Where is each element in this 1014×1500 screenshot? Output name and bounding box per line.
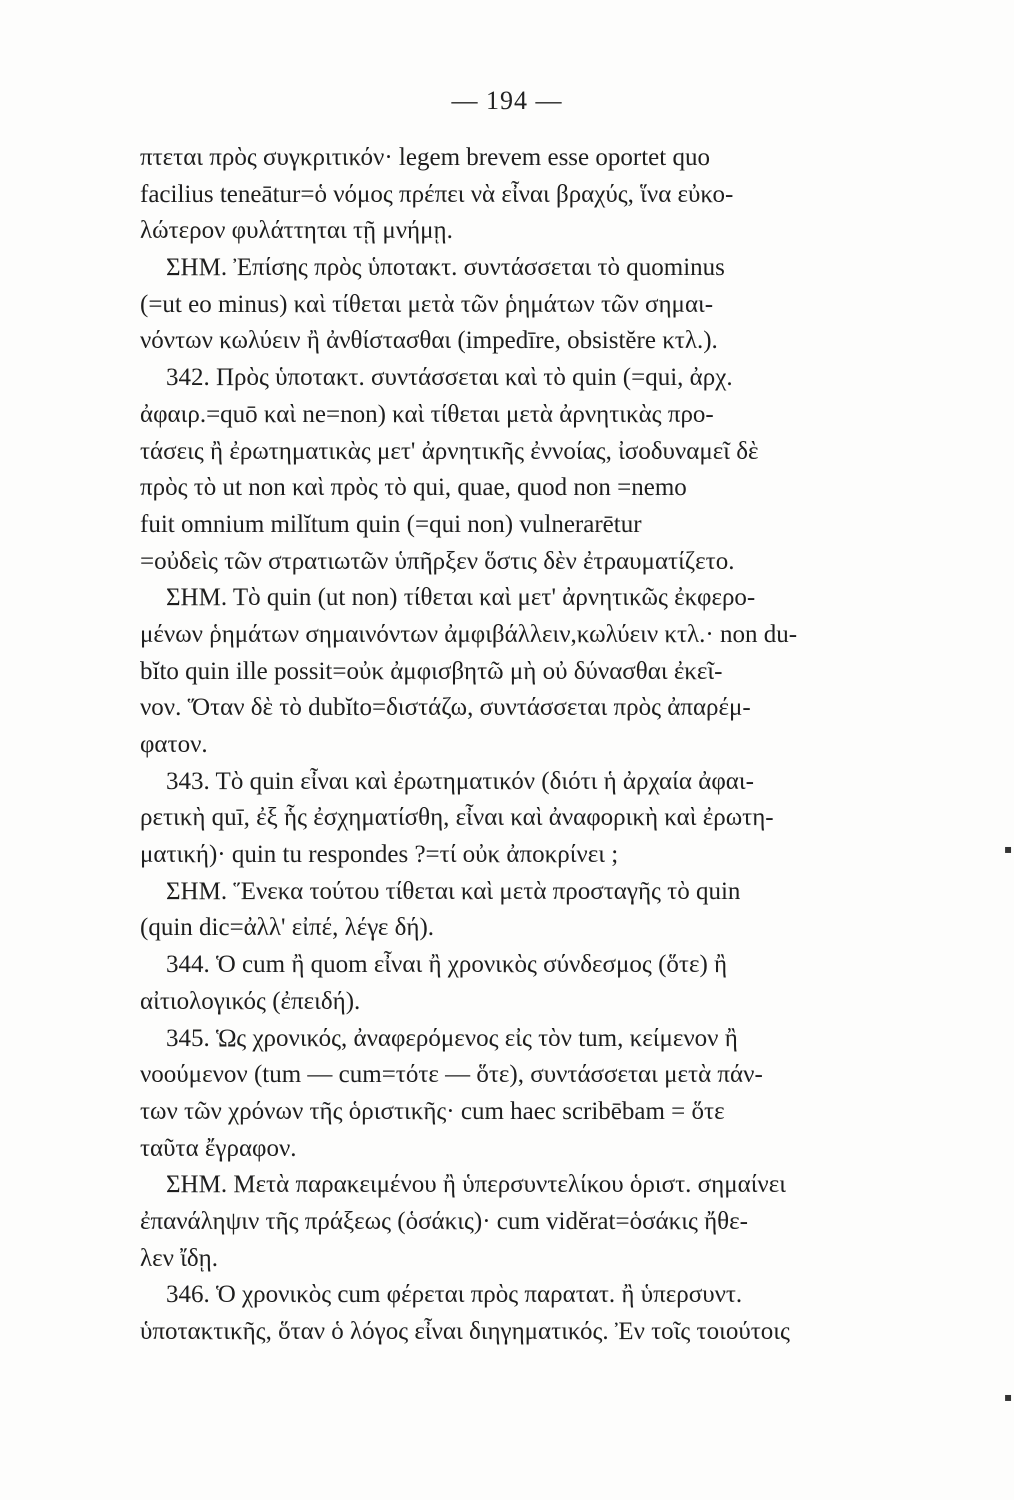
text-line: ὑποτακτικῆς, ὅταν ὁ λόγος εἶναι διηγηματικός. Ἐν τοῖς τοιούτοις — [140, 1318, 790, 1345]
text-line: μένων ῥημάτων σημαινόντων ἀμφιβάλλειν,κωλύειν κτλ.· non du- — [140, 620, 798, 648]
page-number: — 194 — — [451, 86, 563, 115]
text-line: ΣΗΜ. Μετὰ παρακειμένου ἢ ὑπερσυντελίκου ὁριστ. σημαίνει — [166, 1171, 786, 1199]
text-line: 343. Τὸ quin εἶναι καὶ ἐρωτηματικόν (διότι ἡ ἀρχαία ἀφαι- — [166, 767, 754, 795]
text-line: λεν ἴδῃ. — [140, 1244, 219, 1272]
text-line: (=ut eo minus) καὶ τίθεται μετὰ τῶν ῥημάτων τῶν σημαι- — [140, 290, 714, 318]
text-line: νόντων κωλύειν ἢ ἀνθίστασθαι (impedīre, obsistĕre κτλ.). — [140, 327, 718, 355]
text-line: ματική)· quin tu respondes ?=τί οὐκ ἀποκρίνει ; — [140, 841, 619, 869]
text-line: ἐπανάληψιν τῆς πράξεως (ὁσάκις)· cum vidĕrat=ὁσάκις ἤθε- — [140, 1207, 748, 1235]
text-line: =οὐδεὶς τῶν στρατιωτῶν ὑπῆρξεν ὅστις δὲν ἐτραυματίζετο. — [140, 547, 735, 575]
text-line: fuit omnium milĭtum quin (=qui non) vulnerarētur — [140, 510, 642, 538]
margin-mark: ▪ — [1004, 1390, 1013, 1404]
text-line: 342. Πρὸς ὑποτακτ. συντάσσεται καὶ τὸ quin (=qui, ἀρχ. — [166, 364, 733, 392]
text-line: ΣΗΜ. Ἕνεκα τούτου τίθεται καὶ μετὰ προσταγῆς τὸ quin — [166, 877, 741, 905]
text-line: ἀφαιρ.=quō καὶ ne=non) καὶ τίθεται μετὰ ἀρνητικὰς προ- — [140, 400, 714, 428]
text-line: πτεται πρὸς συγκριτικόν· legem brevem esse oportet quo — [140, 144, 710, 171]
margin-mark: ▪ — [1004, 842, 1013, 856]
text-line: ΣΗΜ. Ἐπίσης πρὸς ὑποτακτ. συντάσσεται τὸ quominus — [166, 254, 725, 282]
text-line: αἰτιολογικός (ἐπειδή). — [140, 987, 361, 1015]
text-line: φατον. — [140, 731, 208, 758]
text-line: τάσεις ἢ ἐρωτηματικὰς μετ' ἀρνητικῆς ἐννοίας, ἰσοδυναμεῖ δὲ — [140, 437, 759, 465]
text-line: λώτερον φυλάττηται τῇ μνήμῃ. — [140, 217, 453, 245]
text-line: (quin dic=ἀλλ' εἰπέ, λέγε δή). — [140, 914, 435, 942]
text-line: ταῦτα ἔγραφον. — [140, 1134, 297, 1162]
text-line: facilius teneātur=ὁ νόμος πρέπει νὰ εἶναι βραχύς, ἵνα εὐκο- — [140, 180, 734, 208]
text-line: ρετικὴ quī, ἐξ ἧς ἐσχηματίσθη, εἶναι καὶ ἀναφορικὴ καὶ ἐρωτη- — [140, 804, 774, 832]
text-line: πρὸς τὸ ut non καὶ πρὸς τὸ qui, quae, quod non =nemo — [140, 474, 687, 502]
text-line: 345. Ὡς χρονικός, ἀναφερόμενος εἰς τὸν tum, κείμενον ἢ — [166, 1024, 738, 1052]
text-line: 344. Ὁ cum ἢ quom εἶναι ἢ χρονικὸς σύνδεσμος (ὅτε) ἢ — [166, 951, 728, 979]
text-line: νοούμενον (tum — cum=τότε — ὅτε), συντάσσεται μετὰ πάν- — [140, 1061, 763, 1089]
text-line: ΣΗΜ. Τὸ quin (ut non) τίθεται καὶ μετ' ἀρνητικῶς ἐκφερο- — [166, 584, 756, 612]
body-text — [140, 140, 930, 1440]
text-line: νον. Ὅταν δὲ τὸ dubĭto=διστάζω, συντάσσεται πρὸς ἀπαρέμ- — [140, 694, 751, 722]
text-line: 346. Ὁ χρονικὸς cum φέρεται πρὸς παρατατ. ἢ ὑπερσυντ. — [166, 1281, 743, 1309]
text-line: bĭto quin ille possit=οὐκ ἀμφισβητῶ μὴ οὐ δύνασθαι ἐκεῖ- — [140, 657, 723, 685]
text-line: των τῶν χρόνων τῆς ὁριστικῆς· cum haec scribēbam = ὅτε — [140, 1097, 725, 1125]
